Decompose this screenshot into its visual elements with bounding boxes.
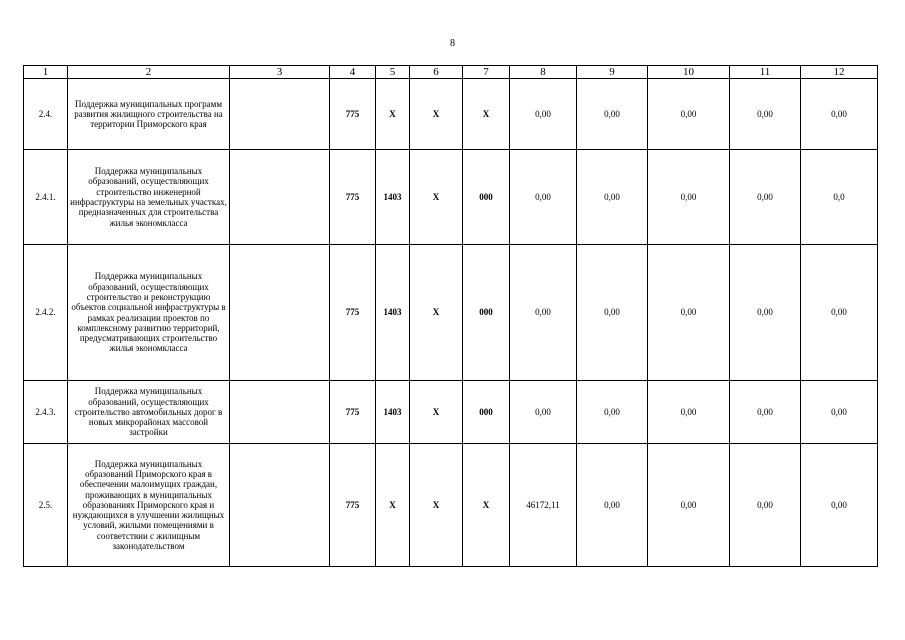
budget-table <box>23 65 878 567</box>
row-col6: Х <box>410 381 463 444</box>
row-col10: 0,00 <box>648 79 730 150</box>
row-col9: 0,00 <box>577 381 648 444</box>
row-col9: 0,00 <box>577 150 648 245</box>
column-header: 9 <box>577 66 648 79</box>
row-col5: 1403 <box>376 245 410 381</box>
row-col12: 0,00 <box>801 245 878 381</box>
row-col4: 775 <box>330 150 376 245</box>
table-row <box>24 150 878 245</box>
row-col10: 0,00 <box>648 150 730 245</box>
column-header: 3 <box>230 66 330 79</box>
column-header: 6 <box>410 66 463 79</box>
row-col10: 0,00 <box>648 381 730 444</box>
row-name: Поддержка муниципальных образований Приморского края в обеспечении малоимущих граждан, проживающих в муниципальных образованиях Приморского края и нуждающихся в улучшении жилищных условий, жилыми помещениями в соответствии с жилищным законодательством <box>68 444 230 567</box>
column-header: 12 <box>801 66 878 79</box>
row-col7: 000 <box>463 381 510 444</box>
row-col6: Х <box>410 150 463 245</box>
table-row <box>24 79 878 150</box>
row-col12: 0,00 <box>801 381 878 444</box>
row-id: 2.4.1. <box>24 150 68 245</box>
table-header-row <box>24 66 878 79</box>
row-col3 <box>230 381 330 444</box>
row-col11: 0,00 <box>730 79 801 150</box>
row-col7: 000 <box>463 150 510 245</box>
row-col9: 0,00 <box>577 79 648 150</box>
row-col8: 0,00 <box>510 381 577 444</box>
row-col5: 1403 <box>376 150 410 245</box>
row-col12: 0,00 <box>801 79 878 150</box>
row-col3 <box>230 245 330 381</box>
row-col10: 0,00 <box>648 444 730 567</box>
row-col11: 0,00 <box>730 444 801 567</box>
column-header: 5 <box>376 66 410 79</box>
table-row <box>24 245 878 381</box>
row-col6: Х <box>410 245 463 381</box>
row-col8: 0,00 <box>510 150 577 245</box>
row-name: Поддержка муниципальных программ развития жилищного строительства на территории Приморского края <box>68 79 230 150</box>
row-id: 2.4.3. <box>24 381 68 444</box>
row-col12: 0,00 <box>801 444 878 567</box>
column-header: 10 <box>648 66 730 79</box>
column-header: 2 <box>68 66 230 79</box>
row-col12: 0,0 <box>801 150 878 245</box>
row-col11: 0,00 <box>730 245 801 381</box>
row-col5: Х <box>376 444 410 567</box>
page-number: 8 <box>450 38 455 49</box>
table-row <box>24 381 878 444</box>
row-col6: Х <box>410 444 463 567</box>
row-name: Поддержка муниципальных образований, осуществляющих строительство и реконструкцию объектов социальной инфраструктуры в рамках реализации проектов по комплексному развитию территорий, предусматривающих строительство жилья экономкласса <box>68 245 230 381</box>
row-col4: 775 <box>330 245 376 381</box>
row-col7: Х <box>463 79 510 150</box>
column-header: 7 <box>463 66 510 79</box>
row-col5: 1403 <box>376 381 410 444</box>
row-col7: Х <box>463 444 510 567</box>
row-col3 <box>230 150 330 245</box>
column-header: 11 <box>730 66 801 79</box>
row-col11: 0,00 <box>730 381 801 444</box>
row-col8: 0,00 <box>510 79 577 150</box>
row-col8: 46172,11 <box>510 444 577 567</box>
row-col4: 775 <box>330 381 376 444</box>
column-header: 8 <box>510 66 577 79</box>
row-id: 2.5. <box>24 444 68 567</box>
column-header: 1 <box>24 66 68 79</box>
row-col6: Х <box>410 79 463 150</box>
column-header: 4 <box>330 66 376 79</box>
row-name: Поддержка муниципальных образований, осуществляющих строительство автомобильных дорог в новых микрорайонах массовой застройки <box>68 381 230 444</box>
row-col10: 0,00 <box>648 245 730 381</box>
row-col3 <box>230 444 330 567</box>
row-col5: Х <box>376 79 410 150</box>
row-col4: 775 <box>330 444 376 567</box>
row-col9: 0,00 <box>577 245 648 381</box>
row-col7: 000 <box>463 245 510 381</box>
row-col11: 0,00 <box>730 150 801 245</box>
table-row <box>24 444 878 567</box>
row-name: Поддержка муниципальных образований, осуществляющих строительство инженерной инфраструктуры на земельных участках, предназначенных для строительства жилья экономкласса <box>68 150 230 245</box>
row-col8: 0,00 <box>510 245 577 381</box>
row-col3 <box>230 79 330 150</box>
row-id: 2.4. <box>24 79 68 150</box>
row-id: 2.4.2. <box>24 245 68 381</box>
row-col4: 775 <box>330 79 376 150</box>
row-col9: 0,00 <box>577 444 648 567</box>
